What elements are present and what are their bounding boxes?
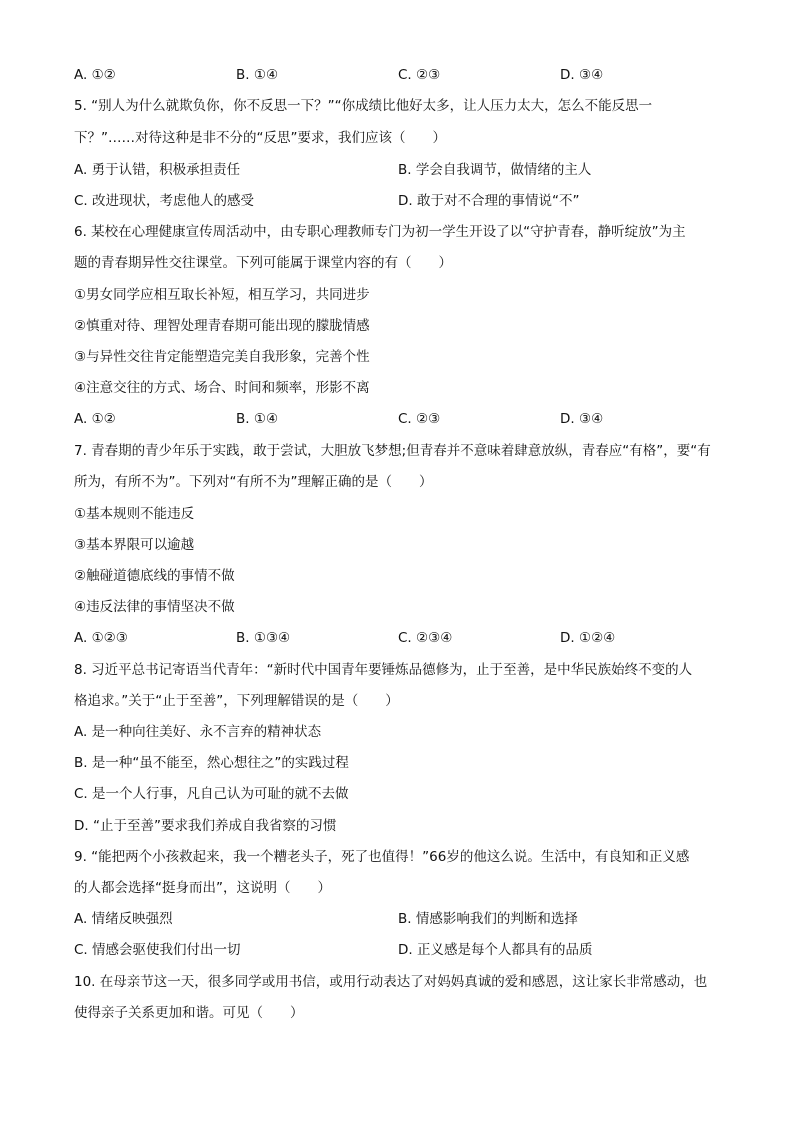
q7-statement-2: ②触碰道德底线的事情不做 [74,568,235,584]
q8-stem-line-2: 格追求。”关于“止于至善”，下列理解错误的是（ ） [74,693,399,709]
q5-option-a: A. 勇于认错，积极承担责任 [74,162,241,178]
q6-option-a: A. ①② [74,411,116,427]
q5-option-d: D. 敢于对不合理的事情说“不” [398,193,580,209]
q8-option-b: B. 是一种“虽不能至，然心想往之”的实践过程 [74,755,349,771]
q4-option-d: D. ③④ [560,67,604,83]
q5-stem-line-1: 5. “别人为什么就欺负你，你不反思一下？”“你成绩比他好太多，让人压力太大，怎么不能反思一 [74,98,653,114]
q6-statement-4: ④注意交往的方式、场合、时间和频率，形影不离 [74,380,370,396]
q5-option-c: C. 改进现状，考虑他人的感受 [74,193,255,209]
q7-option-d: D. ①②④ [560,630,616,646]
q9-option-d: D. 正义感是每个人都具有的品质 [398,942,593,958]
q7-option-c: C. ②③④ [398,630,453,646]
q7-statement-3: ③基本界限可以逾越 [74,537,195,553]
q4-option-a: A. ①② [74,67,116,83]
q9-option-a: A. 情绪反映强烈 [74,911,173,927]
q6-option-b: B. ①④ [236,411,279,427]
q7-stem-line-1: 7. 青春期的青少年乐于实践，敢于尝试，大胆放飞梦想;但青春并不意味着肆意放纵，青春应“有格”，要“有 [74,443,711,459]
q8-option-c: C. 是一个人行事，凡自己认为可耻的就不去做 [74,786,349,802]
q7-stem-line-2: 所为，有所不为”。下列对“有所不为”理解正确的是（ ） [74,474,433,490]
q9-option-b: B. 情感影响我们的判断和选择 [398,911,578,927]
q8-option-d: D. “止于至善”要求我们养成自我省察的习惯 [74,818,337,834]
q4-option-c: C. ②③ [398,67,441,83]
q9-stem-line-1: 9. “能把两个小孩救起来，我一个糟老头子，死了也值得！”66岁的他这么说。生活中，有良知和正义感 [74,849,690,865]
q6-stem-line-2: 题的青春期异性交往课堂。下列可能属于课堂内容的有（ ） [74,255,452,271]
q6-statement-2: ②慎重对待、理智处理青春期可能出现的朦胧情感 [74,318,370,334]
q8-option-a: A. 是一种向往美好、永不言弃的精神状态 [74,724,322,740]
q6-statement-1: ①男女同学应相互取长补短，相互学习，共同进步 [74,287,370,303]
q7-option-b: B. ①③④ [236,630,291,646]
q7-statement-4: ④违反法律的事情坚决不做 [74,599,235,615]
q5-option-b: B. 学会自我调节，做情绪的主人 [398,162,592,178]
q6-statement-3: ③与异性交往肯定能塑造完美自我形象，完善个性 [74,349,370,365]
q10-stem-line-2: 使得亲子关系更加和谐。可见（ ） [74,1005,304,1021]
q9-stem-line-2: 的人都会选择“挺身而出”，这说明（ ） [74,880,331,896]
q6-option-d: D. ③④ [560,411,604,427]
q7-statement-1: ①基本规则不能违反 [74,506,195,522]
q4-option-b: B. ①④ [236,67,279,83]
q6-stem-line-1: 6. 某校在心理健康宣传周活动中，由专职心理教师专门为初一学生开设了以“守护青春，静听绽放”为主 [74,224,686,240]
q7-option-a: A. ①②③ [74,630,128,646]
q6-option-c: C. ②③ [398,411,441,427]
q10-stem-line-1: 10. 在母亲节这一天，很多同学或用书信，或用行动表达了对妈妈真诚的爱和感恩，这让家长非常感动，也 [74,974,708,990]
q9-option-c: C. 情感会驱使我们付出一切 [74,942,241,958]
q5-stem-line-2: 下？”……对待这种是非不分的“反思”要求，我们应该（ ） [74,130,446,146]
q8-stem-line-1: 8. 习近平总书记寄语当代青年：“新时代中国青年要锤炼品德修为，止于至善，是中华民族始终不变的人 [74,662,693,678]
